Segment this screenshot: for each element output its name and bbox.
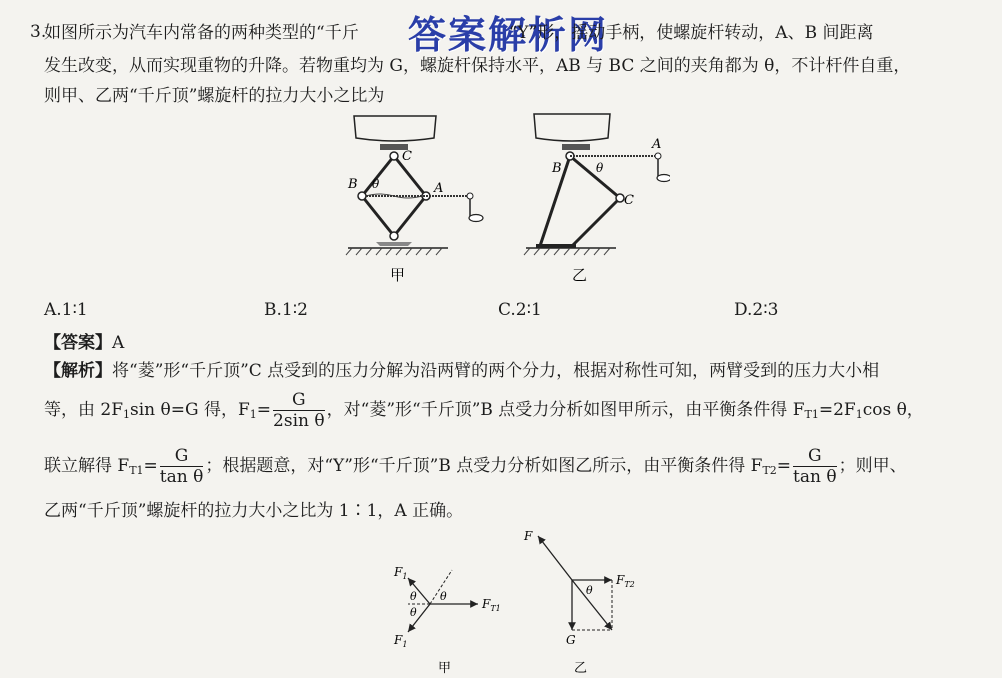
label-FT1: $F_{T1}$ [482,597,501,613]
watermark-logo: 答案解析网 [408,13,609,57]
label-theta-jia-3: θ [440,590,447,603]
answer-line: 【答案】A [44,333,125,353]
label-G: G [566,633,576,647]
caption-force-jia: 甲 [438,661,452,676]
analysis-line-2: 等，由 $2F_1\sin$ θ=G 得，$F_1=$ $\frac{G}{\text{2sin θ}}$ ，对“菱”形“千斤顶”B 点受力分析如图甲所示，由平衡条件得 $F_{T1}=2F_1\cos$ θ， [44,390,924,431]
question-number: 3. [30,22,47,42]
label-theta-jia: θ [372,177,380,191]
analysis-line-3: 联立解得 $F_{T1}=$ $\frac{G}{\text{tan θ}}$ ；根据题意，对“Y”形“千斤顶”B 点受力分析如图乙所示，由平衡条件得 $F_{T2}=$ $\frac{G}{\text{tan θ}}$ ；则甲、 [44,446,907,487]
label-F1-top: $F_1$ [394,565,408,581]
question-line-3: 则甲、乙两“千斤顶”螺旋杆的拉力大小之比为 [44,86,385,106]
option-a: A.1∶1 [44,300,88,320]
label-theta-yi-force: θ [586,584,593,597]
analysis-line-4: 乙两“千斤顶”螺旋杆的拉力大小之比为 1∶1，A 正确。 [44,501,464,521]
fraction-G-over-tan-1: $\frac{G}{\text{tan θ}}$ [159,446,204,487]
force-diagram-figure [380,526,640,676]
label-F: F [524,529,533,543]
caption-yi: 乙 [572,266,588,284]
label-theta-jia-1: θ [410,590,417,603]
label-C-jia: C [402,149,412,164]
label-theta-yi: θ [596,161,604,175]
label-B-jia: B [348,177,358,192]
label-theta-jia-2: θ [410,606,417,619]
label-FT2: $F_{T2}$ [616,573,635,589]
option-d: D.2∶3 [734,300,779,320]
label-A-yi: A [652,137,662,152]
label-B-yi: B [552,161,562,176]
y-jack-diagram [524,114,670,284]
option-b: B.1∶2 [264,300,308,320]
jack-figure [340,108,670,298]
caption-force-yi: 乙 [574,661,588,676]
fraction-G-over-2sin: $\frac{G}{\text{2sin θ}}$ [273,390,325,431]
fraction-G-over-tan-2: $\frac{G}{\text{tan θ}}$ [793,446,837,487]
force-diagram-jia [393,565,501,676]
force-diagram-yi [523,529,635,676]
question-line-2: 发生改变，从而实现重物的升降。若物重均为 G，螺旋杆保持水平，AB 与 BC 之间的夹角都为 θ，不计杆件自重， [44,56,911,76]
option-c: C.2∶1 [498,300,542,320]
rhombus-jack-diagram [346,116,483,284]
label-C-yi: C [624,193,634,208]
question-line-1: 如图所示为汽车内常备的两种类型的“千斤 “Y”形，摇动手柄，使螺旋杆转动，A、B 间距离 [44,23,874,43]
analysis-line-1: 【解析】将“菱”形“千斤顶”C 点受到的压力分解为沿两臂的两个分力，根据对称性可知，两臂受到的压力大小相 [44,361,880,381]
caption-jia: 甲 [390,266,406,284]
label-F1-bottom: $F_1$ [394,633,408,649]
label-A-jia: A [434,181,444,196]
